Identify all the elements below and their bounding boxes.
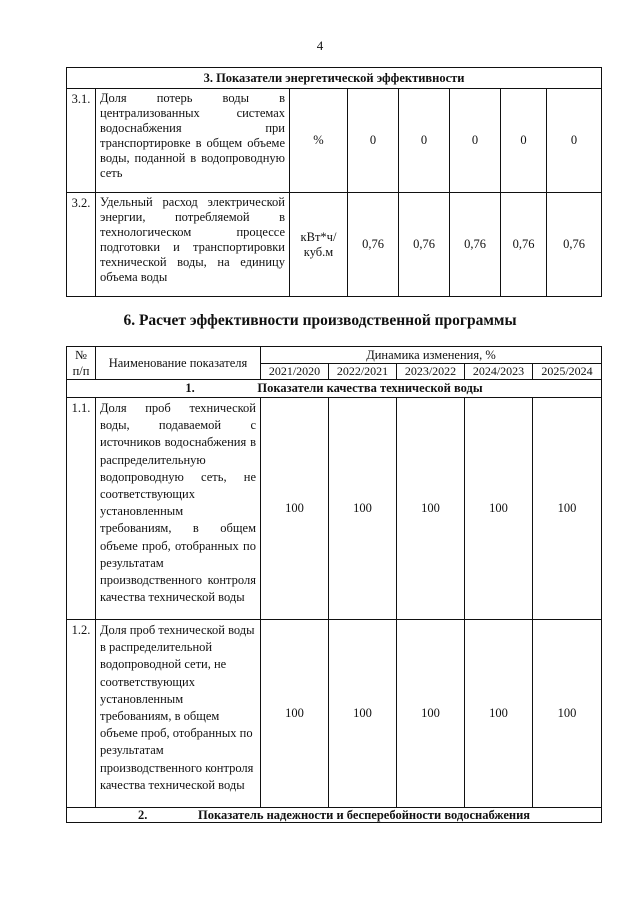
value-cell: 0,76 [348, 193, 399, 297]
table-row [67, 620, 602, 808]
indicator-name: Доля потерь воды в централизованных системах водоснабжения при транспортировке в общем объеме воды, поданной в водопроводную сеть [96, 89, 290, 193]
row-number: 3.1. [67, 89, 96, 193]
section-title-quality: Показатели качества технической воды [257, 381, 483, 395]
row-number: 1.2. [67, 620, 96, 808]
indicator-name: Доля проб технической воды, подаваемой с источников водоснабжения в распределительную водопроводную сеть, не соответствующих установленным требованиям, в общем объеме проб, отобранных по результатам производственного контроля качества технической воды [96, 398, 261, 620]
section-title-reliability: Показатель надежности и бесперебойности водоснабжения [197, 807, 531, 822]
value-cell: 100 [465, 620, 533, 808]
value-cell: 0,76 [501, 193, 547, 297]
indicator-name: Удельный расход электрической энергии, потребляемой в технологическом процессе подготовки и транспортировки технической воды, на единицу объема воды [96, 193, 290, 297]
table-row [67, 193, 602, 297]
unit-cell: кВт*ч/ куб.м [290, 193, 348, 297]
value-cell: 100 [261, 620, 329, 808]
value-cell: 0 [450, 89, 501, 193]
value-cell: 100 [397, 398, 465, 620]
value-cell: 0 [399, 89, 450, 193]
section-row-reliability [67, 808, 602, 823]
unit-cell: % [290, 89, 348, 193]
value-cell: 0,76 [399, 193, 450, 297]
year-header: 2022/2021 [329, 364, 397, 380]
value-cell: 100 [533, 620, 602, 808]
year-header: 2024/2023 [465, 364, 533, 380]
page-number: 4 [316, 38, 324, 53]
value-cell: 100 [329, 620, 397, 808]
year-header: 2025/2024 [533, 364, 602, 380]
value-cell: 0,76 [450, 193, 501, 297]
year-header: 2023/2022 [397, 364, 465, 380]
table-row [67, 89, 602, 193]
indicator-name: Доля проб технической воды в распределительной водопроводной сети, не соответствующих установленным требованиям, в общем объеме проб, отобранных по результатам производственного контроля качества технической воды [96, 620, 261, 808]
value-cell: 100 [465, 398, 533, 620]
value-cell: 0 [348, 89, 399, 193]
section-number: 1. [185, 381, 195, 395]
section-heading: 6. Расчет эффективности производственной программы [123, 312, 517, 329]
value-cell: 100 [261, 398, 329, 620]
production-efficiency-table [66, 346, 602, 823]
energy-efficiency-table [66, 67, 602, 297]
value-cell: 100 [397, 620, 465, 808]
col-header-dynamics: Динамика изменения, % [261, 347, 602, 364]
value-cell: 100 [329, 398, 397, 620]
col-header-number: № п/п [67, 347, 96, 380]
col-header-name: Наименование показателя [96, 347, 261, 380]
value-cell: 0 [547, 89, 602, 193]
section-row-quality [67, 380, 602, 398]
row-number: 3.2. [67, 193, 96, 297]
row-number: 1.1. [67, 398, 96, 620]
value-cell: 100 [533, 398, 602, 620]
year-header: 2021/2020 [261, 364, 329, 380]
value-cell: 0,76 [547, 193, 602, 297]
section-title-energy: 3. Показатели энергетической эффективности [67, 68, 602, 89]
value-cell: 0 [501, 89, 547, 193]
table-row [67, 398, 602, 620]
section-number: 2. [137, 807, 148, 822]
